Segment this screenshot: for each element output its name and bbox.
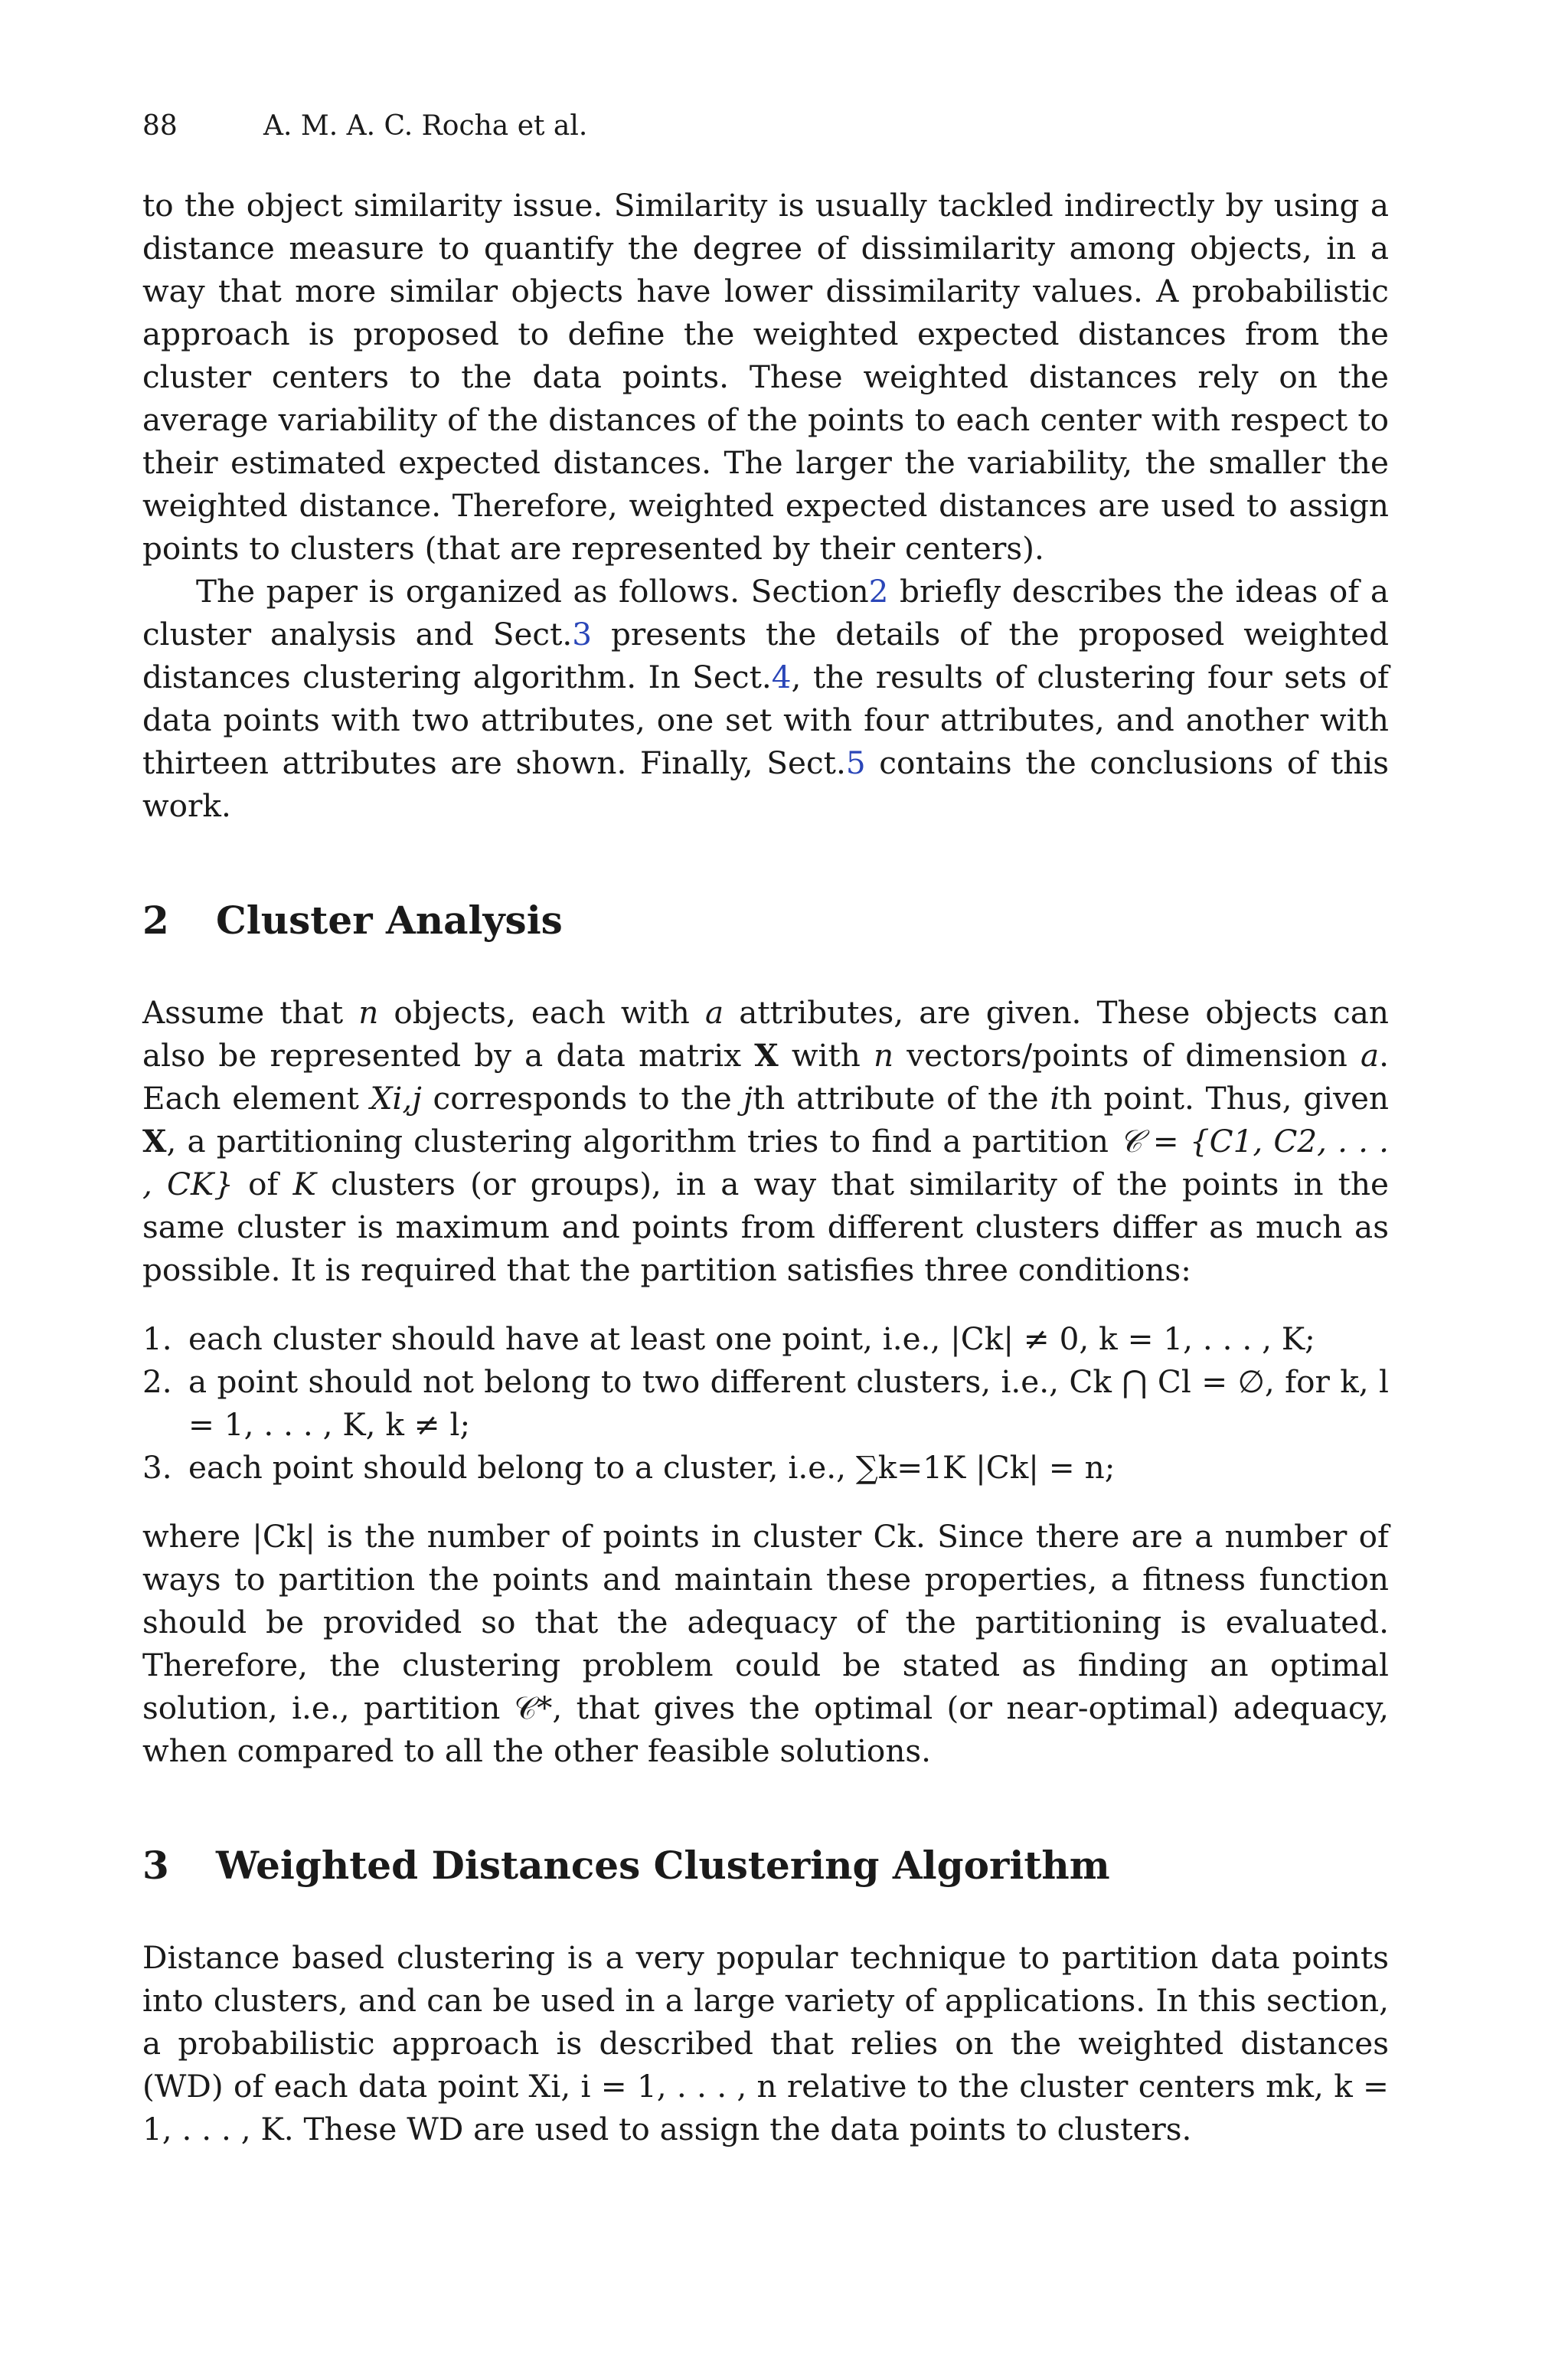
section-3-number: 3 [142,1843,169,1888]
section-4-link[interactable]: 4 [771,659,792,695]
intro-p2-text-c: presents the details of the proposed weighted distances clustering algorithm. In Sect. [142,616,1390,695]
s2-text: attributes, are given. These objects can also be represented by a data matrix [142,994,1389,1074]
section-3-paragraph-1: Distance based clustering is a very popular technique to partition data points into clusters, and can be used in a large variety of applications. In this section, a probabilistic approach is described that relies on the weighted distances (WD) of each data point Xi, i = 1, . . . , n relative to the cluster centers mk, k = 1, . . . , K. These WD are used to assign the data points to clusters. [142,1939,1389,2147]
section-2-number: 2 [142,898,169,943]
paper-page [142,107,1389,2151]
condition-text: each point should belong to a cluster, i.e., ∑k=1K |Ck| = n; [188,1449,1116,1486]
s2-text: . Each element [142,1037,1389,1117]
math-K: K [292,1166,316,1202]
s2-text: vectors/points of dimension [893,1037,1361,1074]
condition-text: a point should not belong to two different clusters, i.e., Ck ⋂ Cl = ∅, for k, l = 1, . . . , K, k ≠ l; [188,1363,1389,1443]
s2-text: corresponds to the [421,1080,743,1117]
running-head-authors: A. M. A. C. Rocha et al. [263,110,588,142]
intro-p2-text-a: The paper is organized as follows. Section [196,573,869,610]
intro-p2-text-b: briefly describes the ideas of a cluster analysis and Sect. [142,573,1389,653]
s2-text: objects, each with [378,994,705,1031]
math-X: X [142,1123,167,1160]
condition-text: each cluster should have at least one point, i.e., |Ck| ≠ 0, k = 1, . . . , K; [188,1320,1315,1357]
section-2-title: Cluster Analysis [216,898,563,943]
s2-text: of [234,1166,293,1202]
section-2-paragraph-1 [142,991,1389,1291]
section-2-link[interactable]: 2 [868,573,889,610]
section-3-heading [142,1843,1389,1889]
section-2-paragraph-2: where |Ck| is the number of points in cluster Ck. Since there are a number of ways to partition the points and maintain these properties, a fitness function should be provided so that the adequacy of the partitioning is evaluated. Therefore, the clustering problem could be stated as finding an optimal solution, i.e., partition 𝒞*, that gives the optimal (or near-optimal) adequacy, when compared to all the other feasible solutions. [142,1518,1389,1769]
s2-text: th point. Thus, given [1060,1080,1390,1117]
list-marker: 3. [142,1449,172,1486]
section-5-link[interactable]: 5 [845,744,866,781]
condition-item [142,1317,1389,1360]
intro-paragraph-2 [142,570,1389,827]
section-3-title: Weighted Distances Clustering Algorithm [216,1843,1110,1888]
math-a: a [1360,1037,1380,1074]
intro-p2-text-e: contains the conclusions of this work. [142,744,1389,824]
condition-item [142,1360,1389,1446]
math-n: n [873,1037,894,1074]
condition-item [142,1446,1389,1489]
math-i: i [1050,1080,1060,1117]
math-n: n [358,994,379,1031]
list-marker: 1. [142,1320,172,1357]
math-j: j [743,1080,753,1117]
math-Xij: Xi,j [370,1080,422,1117]
s2-text: clusters (or groups), in a way that similarity of the points in the same cluster is maximum and points from different clusters differ as much as possible. It is required that the partition satisfies three conditions: [142,1166,1389,1288]
section-2-heading [142,898,1389,944]
s2-text: with [778,1037,874,1074]
s2-text: th attribute of the [753,1080,1050,1117]
s2-text: , a partitioning clustering algorithm tries to find a partition [166,1123,1120,1160]
section-3-link[interactable]: 3 [572,616,593,653]
running-head [142,107,1389,146]
math-X: X [754,1037,779,1074]
intro-p2-text-d: , the results of clustering four sets of data points with two attributes, one set with four attributes, and another with thirteen attributes are shown. Finally, Sect. [142,659,1389,781]
s2-text: Assume that [142,994,359,1031]
math-partition: 𝒞 = {C1, C2, . . . , CK} [142,1123,1389,1202]
partition-conditions-list [142,1317,1389,1489]
intro-paragraph-1: to the object similarity issue. Similarity is usually tackled indirectly by using a distance measure to quantify the degree of dissimilarity among objects, in a way that more similar objects have lower dissimilarity values. A probabilistic approach is proposed to define the weighted expected distances from the cluster centers to the data points. These weighted distances rely on the average variability of the distances of the points to each center with respect to their estimated expected distances. The larger the variability, the smaller the weighted distance. Therefore, weighted expected distances are used to assign points to clusters (that are represented by their centers). [142,187,1389,567]
page-number: 88 [142,110,178,142]
math-a: a [704,994,724,1031]
list-marker: 2. [142,1363,172,1400]
